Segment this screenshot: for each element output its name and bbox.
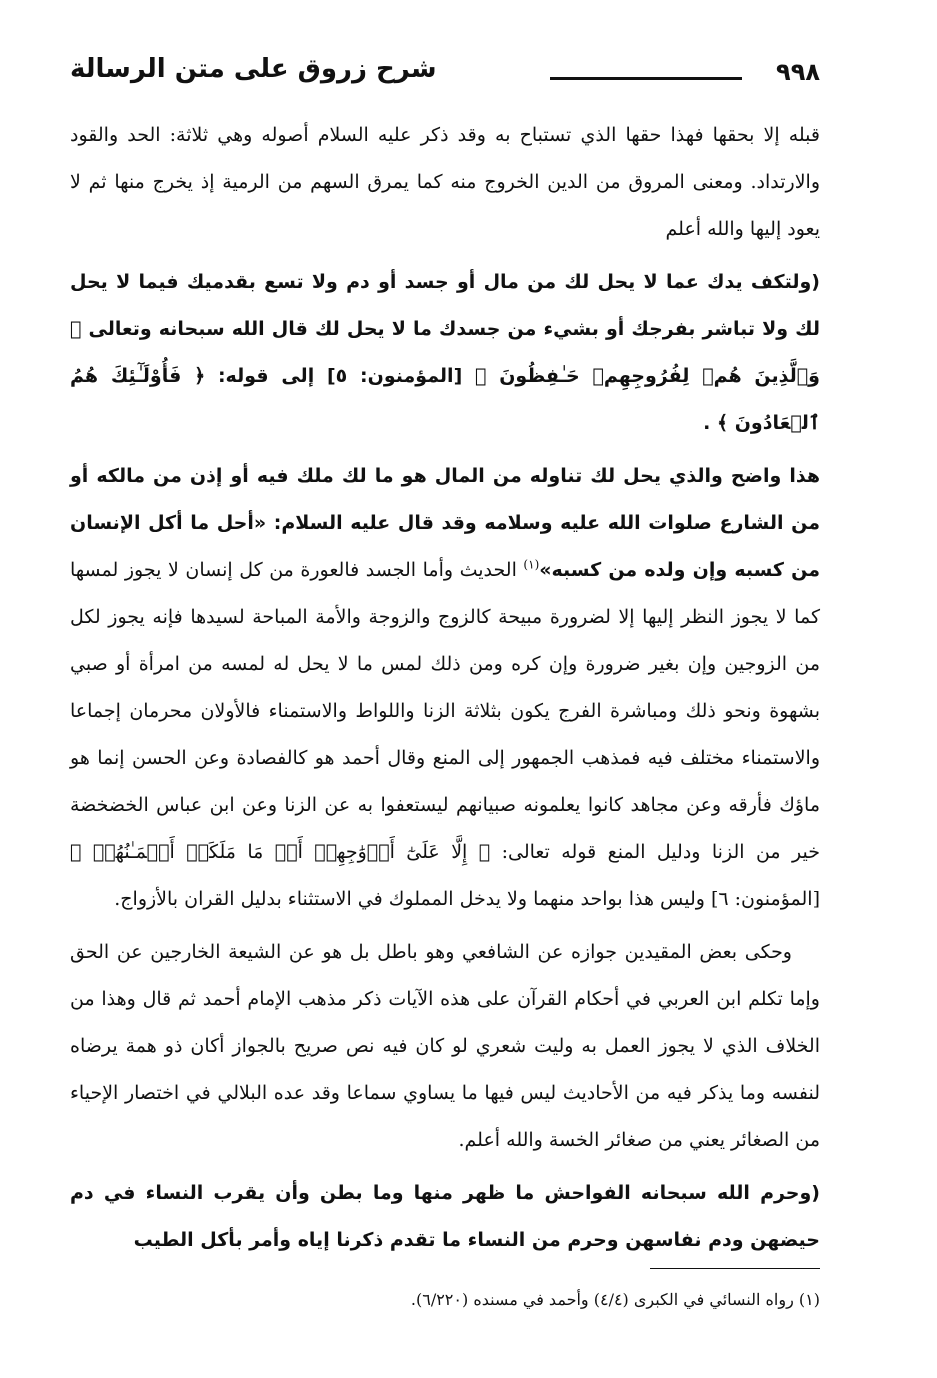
page-header: [70, 52, 820, 102]
paragraph-3: [70, 453, 820, 923]
paragraph-1-text: قبله إلا بحقها فهذا حقها الذي تستباح به وقد ذكر عليه السلام أصوله وهي ثلاثة: الحد والقود والارتداد. ومعنى المروق من الدين الخروج منه كما يمرق السهم من الرمية إذ يخرج منها ثم لا يعود إليها والله أعلم: [70, 124, 820, 240]
hadith-bold-text: هذا واضح والذي يحل لك تناوله من المال هو ما لك ملك فيه أو إذن من مالكه أو من الشارع صلوات الله عليه وسلامه وقد قال عليه السلام: «أحل ما أكل الإنسان من كسبه وإن ولده من كسبه»: [70, 465, 820, 581]
paragraph-2-matn: [70, 259, 820, 447]
commentary-text: الحديث وأما الجسد فالعورة من كل إنسان لا يجوز لمسها كما لا يجوز النظر إليها إلا لضرورة مبيحة كالزوج والزوجة والأمة المباحة لسيدها فإنه يجوز لكل من الزوجين وإن بغير ضرورة وإن كره ومن ذلك لمس ما لا يحل له لمسه من امرأة أو صبي بشهوة ونحو ذلك ومباشرة الفرج يكون بثلاثة الزنا واللواط والاستمناء فالأولان محرمان إجماعا والاستمناء مختلف فيه فمذهب الجمهور إلى المنع وقال أحمد هو كالفصادة وعن الحسن إنما هو ماؤك فأرقه وعن مجاهد كانوا يعلمونه صبيانهم ليستعفوا به عن الزنا وعن ابن عباس الخضخضة خير من الزنا ودليل المنع قوله تعالى: ﴿ إِلَّا عَلَىٰٓ أَزۡوَٰجِهِمۡ أَوۡ مَا مَلَكَتۡ أَيۡمَـٰنُهُمۡ ﴾ [المؤمنون: ٦] وليس هذا بواحد منهما ولا يدخل المملوك في الاستثناء بدليل القران بالأزواج.: [70, 559, 820, 910]
footnote: (١) رواه النسائي في الكبرى (٤/٤) وأحمد في مسنده (٦/٢٢٠).: [410, 1290, 820, 1309]
page-number: ٩٩٨: [776, 58, 820, 86]
matn-text-2: (وحرم الله سبحانه الفواحش ما ظهر منها وما بطن وأن يقرب النساء في دم حيضهن ودم نفاسهن وحرم من النساء ما تقدم ذكرنا إياه وأمر بأكل الطيب: [70, 1182, 820, 1251]
main-text: [70, 112, 820, 1270]
matn-text: (ولتكف يدك عما لا يحل لك من مال أو جسد أو دم ولا تسع بقدميك فيما لا يحل لك ولا تباشر بفرجك أو بشيء من جسدك ما لا يحل لك قال الله سبحانه وتعالى ﴿ وَٱلَّذِينَ هُمۡ لِفُرُوجِهِمۡ حَـٰفِظُونَ ﴾ [المؤمنون: ٥] إلى قوله: ﴿ فَأُوْلَـٰٓئِكَ هُمُ ٱلۡعَادُونَ ﴾ .: [70, 271, 820, 434]
footnote-reference[interactable]: (١): [523, 557, 540, 572]
book-page: [70, 52, 820, 1342]
paragraph-4-text: وحكى بعض المقيدين جوازه عن الشافعي وهو باطل بل هو عن الشيعة الخارجين عن الحق وإما تكلم ابن العربي في أحكام القرآن على هذه الآيات ذكر مذهب الإمام أحمد ثم قال وهذا من الخلاف الذي لا يجوز العمل به وليت شعري لو كان فيه نص صريح بالجواز أكان ذو همة يرضاه لنفسه وما يذكر فيه من الأحاديث ليس فيها ما يساوي سماعا وقد عده البلالي في اختصار الإحياء من الصغائر يعني من صغائر الخسة والله أعلم.: [70, 941, 820, 1151]
paragraph-1: [70, 112, 820, 253]
footnote-divider: [650, 1268, 820, 1269]
paragraph-5-matn: [70, 1170, 820, 1264]
paragraph-4: [70, 929, 820, 1164]
book-title: شرح زروق على متن الرسالة: [70, 54, 437, 84]
header-rule: [550, 77, 742, 80]
